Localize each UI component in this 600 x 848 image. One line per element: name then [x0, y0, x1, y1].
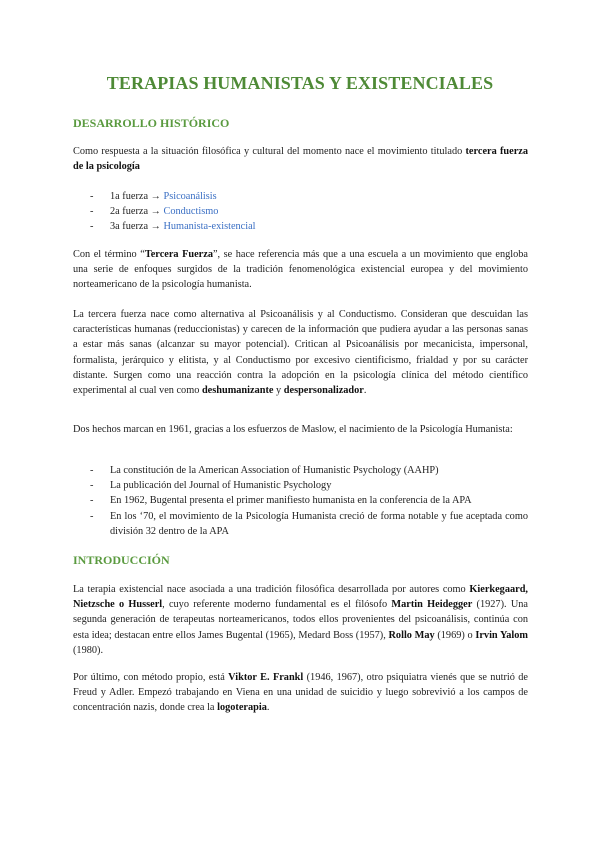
paragraph-terapia-existencial: La terapia existencial nace asociada a una tradición filosófica desarrollada por autores como Kierkegaard, Nietzsche o Husserl, cuyo referente moderno fundamental es el filósofo Martin Heidegger (1927). Una segunda generación de terapeutas norteamericanos, todos ellos provenientes del psicoanálisis, continúa con esta idea; destacan entre ellos James Bugental (1965), Medard Boss (1957), Rollo May (1969) o Irvin Yalom (1980). [73, 584, 528, 656]
paragraph-tercera-fuerza: Con el término “Tercera Fuerza”, se hace referencia más que a una escuela a un movimiento que engloba una serie de enfoques surgidos de la tradición fenomenológica existencial europea y del movimiento norteamericano de la psicología humanista. [73, 249, 528, 291]
fuerzas-list [73, 189, 528, 235]
hechos-list [73, 463, 528, 539]
list-item: - En 1962, Bugental presenta el primer manifiesto humanista en la conferencia de la APA [73, 493, 528, 508]
link-humanista-existencial[interactable]: Humanista-existencial [163, 221, 256, 233]
list-item: - En los ‘70, el movimiento de la Psicología Humanista creció de forma notable y fue aceptada como división 32 dentro de la APA [73, 509, 528, 539]
link-psicoanalisis[interactable]: Psicoanálisis [163, 191, 217, 202]
section-heading-historico: DESARROLLO HISTÓRICO [73, 116, 230, 130]
list-item: - La publicación del Journal of Humanistic Psychology [73, 478, 528, 493]
section-heading-introduccion: INTRODUCCIÓN [73, 553, 170, 567]
paragraph-frankl: Por último, con método propio, está Viktor E. Frankl (1946, 1967), otro psiquiatra vienés que se nutrió de Freud y Adler. Empezó trabajando en Viena en una unidad de suicidio y luego sobrevivió a los campos de concentración nazis, donde crea la logoterapia. [73, 672, 528, 714]
list-item: - 1a fuerza → Psicoanálisis [73, 189, 528, 204]
list-item: - 2a fuerza → Conductismo [73, 204, 528, 219]
paragraph-alternativa: La tercera fuerza nace como alternativa al Psicoanálisis y al Conductismo. Consideran que descuidan las características humanas (reduccionistas) y carecen de la información que pudiera ayudar a las personas sanas a estar más sanas (alcanzar su mayor potencial). Critican al Psicoanálisis por mecanicista, impersonal, formalista, jerárquico y elitista, y al Conductismo por excesivo cientificismo, frialdad y por su carácter distante. Surgen como una reacción contra la adopción en la psicología clínica del método científico experimental al cual ven como deshumanizante y despersonalizador. [73, 309, 528, 397]
paragraph-intro: Como respuesta a la situación filosófica y cultural del momento nace el movimiento titulado tercera fuerza de la psicología [73, 146, 528, 173]
document-title: TERAPIAS HUMANISTAS Y EXISTENCIALES [106, 73, 494, 93]
paragraph-hechos-intro: Dos hechos marcan en 1961, gracias a los esfuerzos de Maslow, el nacimiento de la Psicología Humanista: [73, 424, 513, 435]
list-item: - La constitución de la American Association of Humanistic Psychology (AAHP) [73, 463, 528, 478]
list-item: - 3a fuerza → Humanista-existencial [73, 219, 528, 234]
link-conductismo[interactable]: Conductismo [163, 206, 219, 218]
